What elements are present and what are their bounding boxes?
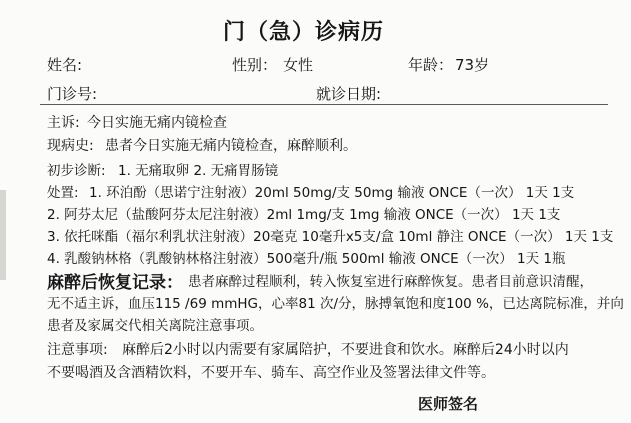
recovery-text-line: 患者及家属交代相关离院注意事项。 (47, 318, 263, 334)
chief-complaint-label: 主诉: (47, 115, 80, 131)
notes-text-line: 不要喝酒及含酒精饮料，不要开车、骑车、高空作业及签署法律文件等。 (47, 365, 495, 381)
doctor-signature-label: 医师签名 (418, 395, 479, 413)
age-value: 73岁 (455, 56, 490, 74)
clinic-number-label: 门诊号: (47, 85, 98, 103)
scan-edge-shadow (0, 190, 6, 280)
gender-value: 女性 (283, 56, 314, 74)
treatment-item: 1. 环泊酚（思诺宁注射液）20ml 50mg/支 50mg 输液 ONCE（一次） 1天 1支 (89, 185, 575, 201)
notes-label: 注意事项: (47, 342, 108, 358)
header-divider (40, 104, 608, 105)
gender-label: 性别： (232, 56, 278, 74)
name-label: 姓名: (47, 56, 83, 74)
treatment-item: 3. 依托咪酯（福尔利乳状注射液）20毫克 10毫升x5支/盒 10ml 静注 ONCE（一次） 1天 1支 (47, 229, 614, 245)
recovery-text-line: 无不适主诉，血压115 /69 mmHG，心率81 次/分，脉搏氧饱和度100 %，已达离院标准，并向 (47, 296, 624, 312)
visit-date-label: 就诊日期: (316, 85, 382, 103)
notes-text-line: 麻醉后2小时以内需要有家属陪护，不要进食和饮水。麻醉后24小时以内 (122, 342, 569, 358)
treatment-item: 2. 阿芬太尼（盐酸阿芬太尼注射液）2ml 1mg/支 1mg 输液 ONCE（一次） 1天 1支 (47, 207, 561, 223)
chief-complaint-text: 今日实施无痛内镜检查 (87, 115, 227, 131)
present-history-text: 患者今日实施无痛内镜检查，麻醉顺利。 (105, 138, 357, 154)
treatment-item: 4. 乳酸钠林格（乳酸钠林格注射液）500毫升/瓶 500ml 输液 ONCE（一次） 1天 1瓶 (47, 251, 566, 267)
age-label: 年龄： (408, 56, 454, 74)
treatment-label: 处置: (47, 185, 79, 201)
present-history-label: 现病史: (47, 138, 94, 154)
diagnosis-label: 初步诊断: (47, 163, 106, 179)
recovery-text-line: 患者麻醉过程顺利，转入恢复室进行麻醉恢复。患者目前意识清醒， (188, 274, 593, 290)
diagnosis-text: 1. 无痛取卵 2. 无痛胃肠镜 (118, 163, 279, 179)
recovery-label: 麻醉后恢复记录： (47, 273, 183, 293)
page-title: 门（急）诊病历 (223, 20, 385, 45)
